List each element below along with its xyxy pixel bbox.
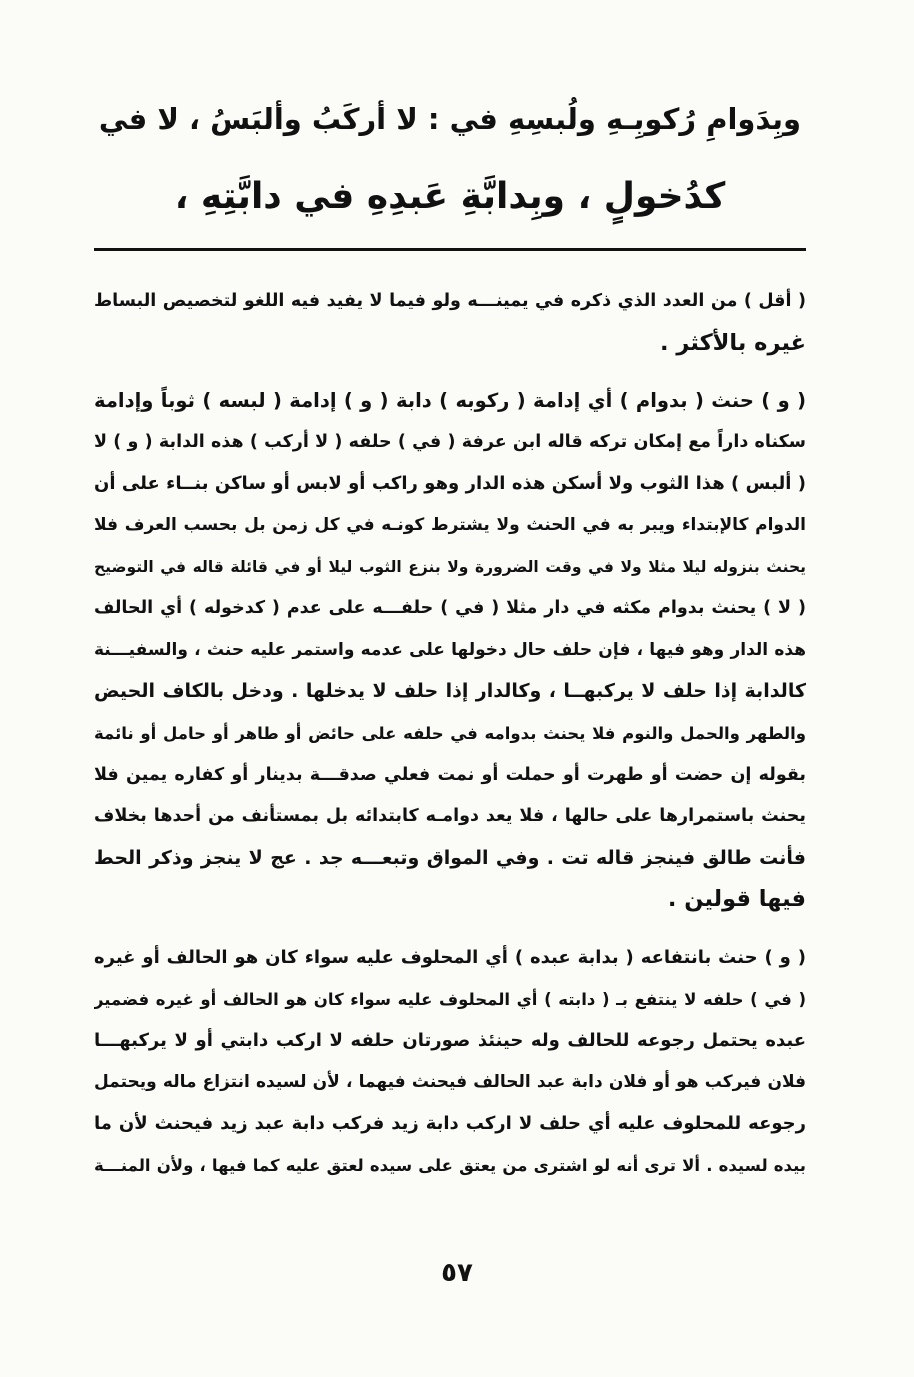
- text-line: ( لا ) يحنث بدوام مكثه في دار مثلا ( في ) حلفـــه على عدم ( كدخوله ) أي الحالف: [94, 598, 806, 619]
- commentary-paragraph: [94, 281, 806, 364]
- page-number: ٥٧: [441, 1258, 473, 1288]
- matn-heading: [94, 80, 806, 236]
- text-line: هذه الدار وهو فيها ، فإن حلف حال دخولها على عدمه واستمر عليه حنث ، والسفيـــنة: [94, 639, 806, 660]
- text-line: ( و ) حنث ( بدوام ) أي إدامة ( ركوبه ) دابة ( و ) إدامة ( لبسه ) ثوباً وإدامة: [94, 389, 806, 413]
- text-line: غيره بالأكثر .: [660, 329, 806, 356]
- text-line: فلان فيركب هو أو فلان دابة عبد الحالف فيحنث فيهما ، لأن لسيده انتزاع ماله ويحتمل: [94, 1071, 806, 1092]
- text-line: ( أقل ) من العدد الذي ذكره في يمينـــه ولو فيما لا يفيد فيه اللغو لتخصيص البساط: [94, 291, 806, 311]
- text-line: سكناه داراً مع إمكان تركه قاله ابن عرفة ( في ) حلفه ( لا أركب ) هذه الدابة ( و ) لا: [94, 431, 806, 452]
- text-line: فأنت طالق فينجز قاله تت . وفي المواق وتبعـــه جد . عج لا ينجز وذكر الحط: [94, 846, 806, 869]
- matn-line: كدُخولٍ ، وبِدابَّةِ عَبدِهِ في دابَّتِهِ ،: [174, 176, 726, 217]
- commentary-paragraph: [94, 937, 806, 1187]
- text-line: ( و ) حنث بانتفاعه ( بدابة عبده ) أي المحلوف عليه سواء كان هو الحالف أو غيره: [94, 946, 806, 968]
- text-line: والطهر والحمل والنوم فلا يحنث بدوامه في حلفه على حائض أو طاهر أو حامل أو نائمة: [94, 723, 806, 743]
- text-line: ( ألبس ) هذا الثوب ولا أسكن هذه الدار وهو راكب أو لابس أو ساكن بنــاء على أن: [94, 473, 806, 495]
- text-line: بيده لسيده . ألا ترى أنه لو اشترى من يعتق على سيده لعتق عليه كما فيها ، ولأن المنـــة: [94, 1155, 806, 1175]
- text-line: بقوله إن حضت أو طهرت أو حملت أو نمت فعلي صدقـــة بدينار أو كفاره يمين فلا: [94, 764, 806, 785]
- text-line: رجوعه للمحلوف عليه أي حلف لا اركب دابة زيد فركب دابة عبد زيد فيحنث لأن ما: [94, 1113, 806, 1135]
- text-line: الدوام كالإبتداء ويبر به في الحنث ولا يشترط كونـه في كل زمن بل بحسب العرف فلا: [94, 514, 806, 535]
- text-line: ( في ) حلفه لا ينتفع بـ ( دابته ) أي المحلوف عليه سواء كان هو الحالف أو غيره فضمير: [94, 989, 806, 1009]
- text-line: يحنث باستمرارها على حالها ، فلا يعد دوامـه كابتدائه بل بمستأنف من أحدها بخلاف: [94, 806, 806, 827]
- matn-line: وبِدَوامِ رُكوبِـهِ ولُبسِهِ في : لا أركَبُ وألبَسُ ، لا في: [98, 102, 802, 136]
- text-line: فيها قولين .: [667, 886, 806, 913]
- text-line: كالدابة إذا حلف لا يركبهــا ، وكالدار إذا حلف لا يدخلها . ودخل بالكاف الحيض: [94, 680, 806, 703]
- text-line: يحنث بنزوله ليلا مثلا ولا في وقت الضرورة ولا بنزع الثوب ليلا أو في قائلة قاله في التوضيح: [94, 557, 806, 576]
- commentary-paragraph: [94, 380, 806, 921]
- divider-rule: [94, 248, 806, 251]
- text-line: عبده يحتمل رجوعه للحالف وله حينئذ صورتان حلفه لا اركب دابتي أو لا يركبهـــا: [94, 1030, 806, 1052]
